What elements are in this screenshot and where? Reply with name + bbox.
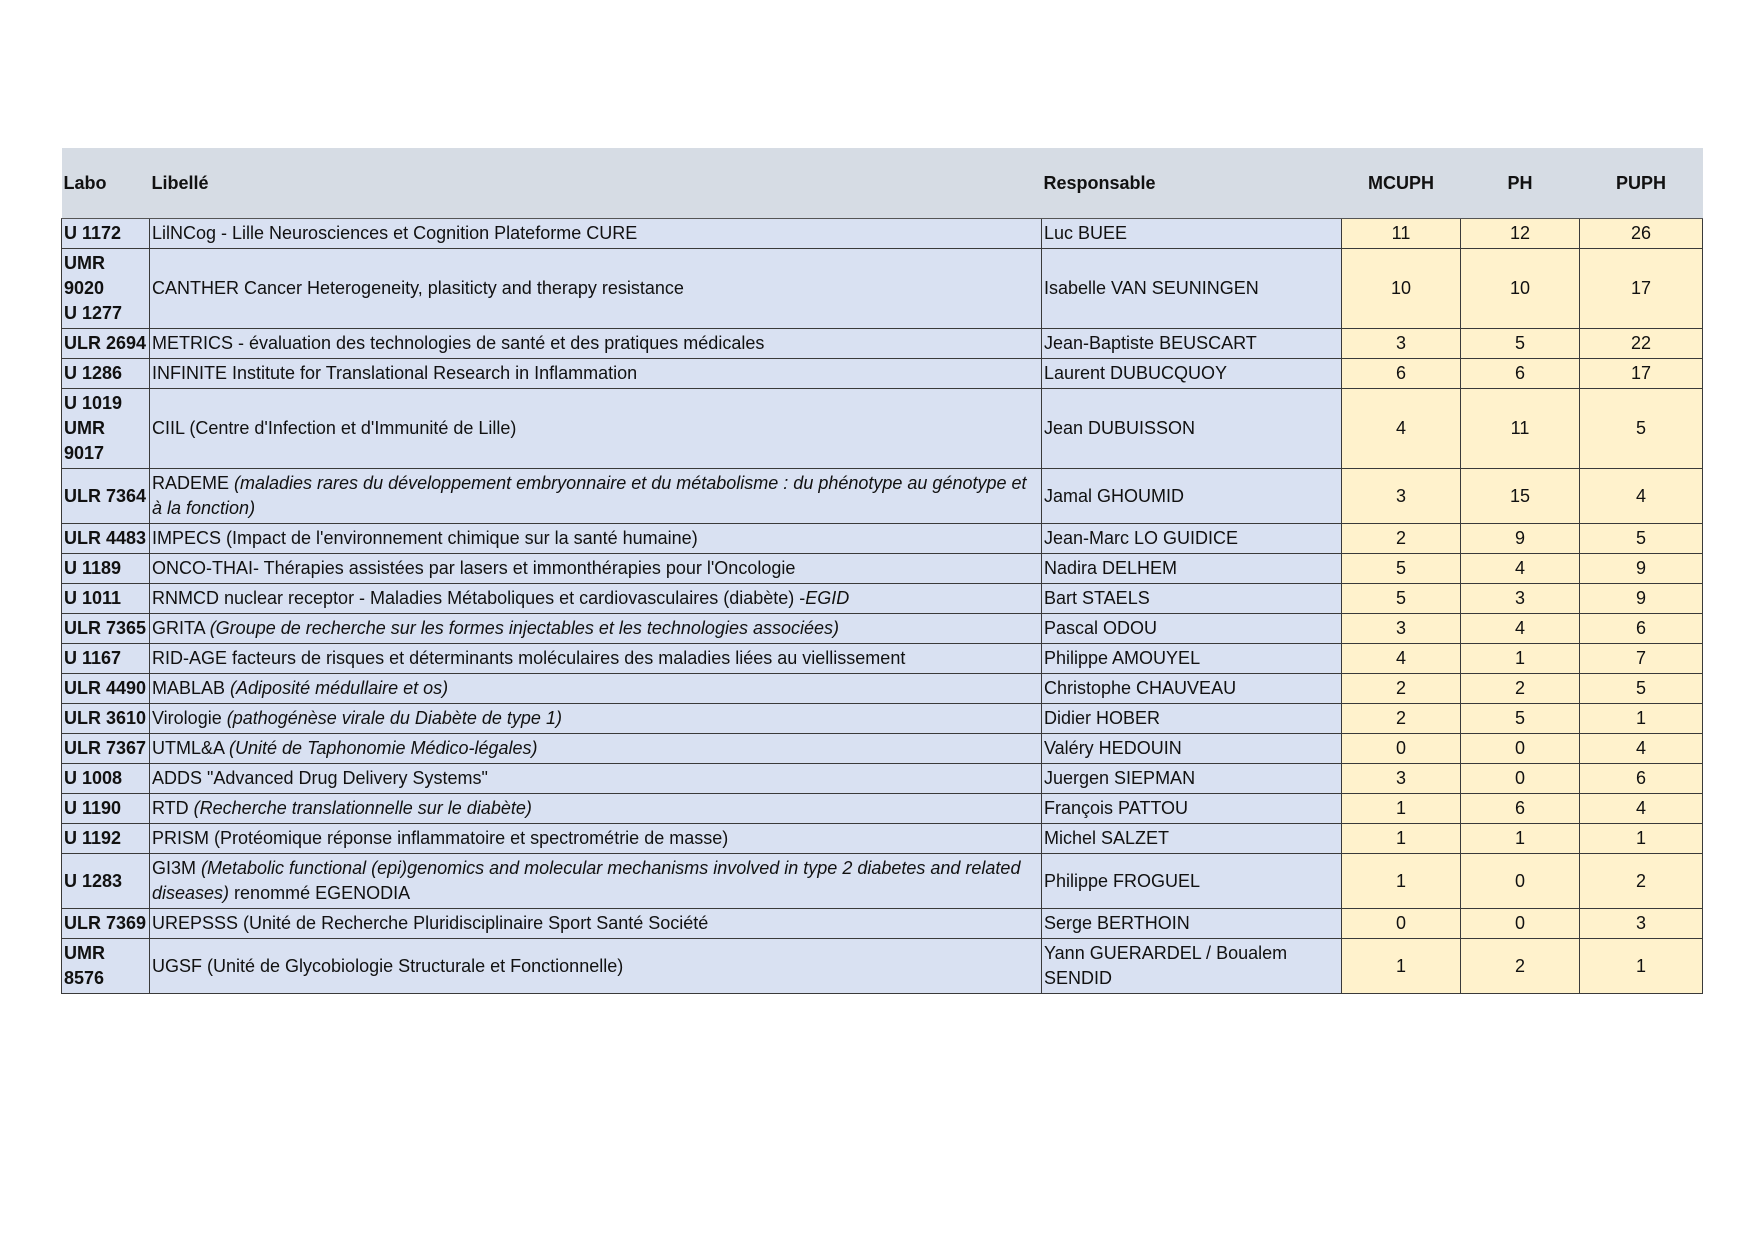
libelle-segment: RADEME <box>152 473 235 493</box>
labo-code-line: 9020 <box>64 278 105 298</box>
header-puph: PUPH <box>1580 148 1703 219</box>
cell-ph: 5 <box>1461 704 1580 734</box>
cell-ph: 0 <box>1461 909 1580 939</box>
cell-puph: 5 <box>1580 674 1703 704</box>
libelle-segment: RTD <box>152 798 194 818</box>
header-labo: Labo <box>62 148 150 219</box>
table-row <box>62 939 1703 994</box>
libelle-segment: CANTHER Cancer Heterogeneity, plasiticty and therapy resistance <box>152 278 684 298</box>
libelle-segment: RID-AGE facteurs de risques et déterminants moléculaires des maladies liées au viellissement <box>152 648 906 668</box>
table-row <box>62 854 1703 909</box>
cell-puph: 1 <box>1580 704 1703 734</box>
cell-puph: 5 <box>1580 389 1703 469</box>
libelle-segment: METRICS - évaluation des technologies de santé et des pratiques médicales <box>152 333 765 353</box>
table-row <box>62 824 1703 854</box>
labo-code-line: UMR <box>64 943 105 963</box>
table-row <box>62 764 1703 794</box>
cell-puph: 3 <box>1580 909 1703 939</box>
cell-ph: 4 <box>1461 614 1580 644</box>
cell-responsable: Jean DUBUISSON <box>1042 389 1342 469</box>
cell-libelle <box>150 389 1042 469</box>
cell-libelle <box>150 614 1042 644</box>
libelle-segment: (Groupe de recherche sur les formes injectables et les technologies associées) <box>209 618 840 638</box>
table-row <box>62 219 1703 249</box>
cell-libelle <box>150 824 1042 854</box>
libelle-segment: MABLAB <box>152 678 231 698</box>
cell-mcuph: 0 <box>1342 734 1461 764</box>
cell-labo <box>62 249 150 329</box>
cell-ph: 12 <box>1461 219 1580 249</box>
libelle-segment: EGID <box>805 588 850 608</box>
table-row <box>62 674 1703 704</box>
cell-ph: 2 <box>1461 939 1580 994</box>
table-row <box>62 389 1703 469</box>
libelle-segment: (pathogénèse virale du Diabète de type 1) <box>226 708 562 728</box>
cell-puph: 2 <box>1580 854 1703 909</box>
cell-ph: 6 <box>1461 794 1580 824</box>
cell-mcuph: 11 <box>1342 219 1461 249</box>
labo-code-line: U 1019 <box>64 393 123 413</box>
cell-mcuph: 0 <box>1342 909 1461 939</box>
cell-puph: 22 <box>1580 329 1703 359</box>
labo-code-line: UMR <box>64 418 105 438</box>
cell-puph: 26 <box>1580 219 1703 249</box>
header-row <box>62 148 1703 219</box>
cell-libelle <box>150 554 1042 584</box>
labo-code-line: 8576 <box>64 968 105 988</box>
cell-responsable: Christophe CHAUVEAU <box>1042 674 1342 704</box>
cell-responsable: Yann GUERARDEL / Boualem SENDID <box>1042 939 1342 994</box>
cell-ph: 2 <box>1461 674 1580 704</box>
labo-code-line: ULR 7364 <box>64 485 147 506</box>
cell-ph: 15 <box>1461 469 1580 524</box>
table-row <box>62 909 1703 939</box>
cell-libelle <box>150 794 1042 824</box>
cell-ph: 4 <box>1461 554 1580 584</box>
cell-puph: 9 <box>1580 554 1703 584</box>
libelle-segment: CIIL (Centre d'Infection et d'Immunité de Lille) <box>152 418 517 438</box>
table-row <box>62 359 1703 389</box>
header-mcuph: MCUPH <box>1342 148 1461 219</box>
cell-libelle <box>150 219 1042 249</box>
table-row <box>62 794 1703 824</box>
labo-code-line: U 1283 <box>64 870 123 891</box>
cell-libelle <box>150 644 1042 674</box>
cell-mcuph: 1 <box>1342 854 1461 909</box>
libelle-segment: GI3M <box>152 858 202 878</box>
cell-libelle <box>150 524 1042 554</box>
cell-puph: 5 <box>1580 524 1703 554</box>
cell-libelle <box>150 674 1042 704</box>
libelle-segment: ADDS "Advanced Drug Delivery Systems" <box>152 768 488 788</box>
cell-puph: 17 <box>1580 249 1703 329</box>
labo-code-line: ULR 7365 <box>64 618 147 638</box>
labo-code-line: ULR 7369 <box>64 913 147 933</box>
libelle-segment: LilNCog - Lille Neurosciences et Cognition Plateforme CURE <box>152 223 638 243</box>
labo-code-line: ULR 4483 <box>64 528 147 548</box>
libelle-segment: INFINITE Institute for Translational Research in Inflammation <box>152 363 638 383</box>
cell-mcuph: 2 <box>1342 674 1461 704</box>
cell-puph: 4 <box>1580 734 1703 764</box>
labo-code-line: ULR 3610 <box>64 708 147 728</box>
cell-mcuph: 4 <box>1342 389 1461 469</box>
labo-code-line: ULR 7367 <box>64 738 147 758</box>
cell-puph: 1 <box>1580 824 1703 854</box>
libelle-segment: Virologie <box>152 708 227 728</box>
cell-responsable: Bart STAELS <box>1042 584 1342 614</box>
labs-table <box>61 148 1703 994</box>
labo-code-line: ULR 4490 <box>64 678 147 698</box>
cell-labo <box>62 674 150 704</box>
cell-mcuph: 6 <box>1342 359 1461 389</box>
cell-libelle <box>150 329 1042 359</box>
cell-libelle <box>150 359 1042 389</box>
cell-mcuph: 10 <box>1342 249 1461 329</box>
libelle-segment: PRISM (Protéomique réponse inflammatoire et spectrométrie de masse) <box>152 828 729 848</box>
table-body <box>62 219 1703 994</box>
cell-puph: 7 <box>1580 644 1703 674</box>
cell-mcuph: 3 <box>1342 469 1461 524</box>
cell-labo <box>62 389 150 469</box>
cell-labo <box>62 824 150 854</box>
cell-labo <box>62 554 150 584</box>
table-row <box>62 329 1703 359</box>
cell-responsable: Jamal GHOUMID <box>1042 469 1342 524</box>
libelle-segment: ONCO-THAI- Thérapies assistées par lasers et immonthérapies pour l'Oncologie <box>152 558 796 578</box>
libelle-segment: RNMCD nuclear receptor - Maladies Métaboliques et cardiovasculaires (diabète) - <box>152 588 806 608</box>
labo-code-line: U 1008 <box>64 768 123 788</box>
libelle-segment: UGSF (Unité de Glycobiologie Structurale et Fonctionnelle) <box>152 955 624 976</box>
cell-mcuph: 2 <box>1342 704 1461 734</box>
cell-responsable: Didier HOBER <box>1042 704 1342 734</box>
cell-libelle <box>150 854 1042 909</box>
labo-code-line: U 1286 <box>64 363 123 383</box>
cell-labo <box>62 614 150 644</box>
cell-labo <box>62 359 150 389</box>
labo-code-line: 9017 <box>64 443 105 463</box>
cell-responsable: Philippe FROGUEL <box>1042 854 1342 909</box>
cell-labo <box>62 329 150 359</box>
table-row <box>62 554 1703 584</box>
cell-labo <box>62 854 150 909</box>
cell-responsable: Valéry HEDOUIN <box>1042 734 1342 764</box>
cell-libelle <box>150 249 1042 329</box>
spreadsheet-page <box>61 148 1702 994</box>
cell-mcuph: 1 <box>1342 824 1461 854</box>
cell-mcuph: 5 <box>1342 584 1461 614</box>
cell-puph: 6 <box>1580 614 1703 644</box>
libelle-segment: IMPECS (Impact de l'environnement chimique sur la santé humaine) <box>152 528 698 548</box>
table-row <box>62 584 1703 614</box>
libelle-segment: (Metabolic functional (epi)genomics and molecular mechanisms involved in type 2 diabetes and related diseases) <box>152 858 1021 903</box>
cell-responsable: Isabelle VAN SEUNINGEN <box>1042 249 1342 329</box>
cell-mcuph: 5 <box>1342 554 1461 584</box>
cell-ph: 1 <box>1461 644 1580 674</box>
cell-labo <box>62 764 150 794</box>
cell-responsable: Laurent DUBUCQUOY <box>1042 359 1342 389</box>
libelle-segment: (Recherche translationnelle sur le diabète) <box>193 798 532 818</box>
table-row <box>62 614 1703 644</box>
cell-responsable: Luc BUEE <box>1042 219 1342 249</box>
header-ph: PH <box>1461 148 1580 219</box>
cell-puph: 6 <box>1580 764 1703 794</box>
table-row <box>62 524 1703 554</box>
cell-mcuph: 3 <box>1342 614 1461 644</box>
cell-mcuph: 3 <box>1342 329 1461 359</box>
cell-puph: 1 <box>1580 939 1703 994</box>
cell-mcuph: 1 <box>1342 794 1461 824</box>
cell-responsable: François PATTOU <box>1042 794 1342 824</box>
cell-labo <box>62 939 150 994</box>
cell-puph: 9 <box>1580 584 1703 614</box>
cell-libelle <box>150 584 1042 614</box>
cell-labo <box>62 219 150 249</box>
cell-responsable: Jean-Baptiste BEUSCART <box>1042 329 1342 359</box>
cell-ph: 1 <box>1461 824 1580 854</box>
cell-mcuph: 1 <box>1342 939 1461 994</box>
labo-code-line: ULR 2694 <box>64 333 147 353</box>
cell-responsable: Michel SALZET <box>1042 824 1342 854</box>
cell-labo <box>62 704 150 734</box>
libelle-segment: (Unité de Taphonomie Médico-légales) <box>229 738 538 758</box>
libelle-segment: GRITA <box>152 618 210 638</box>
header-libelle: Libellé <box>150 148 1042 219</box>
table-row <box>62 704 1703 734</box>
cell-labo <box>62 524 150 554</box>
cell-mcuph: 3 <box>1342 764 1461 794</box>
table-row <box>62 249 1703 329</box>
cell-puph: 4 <box>1580 469 1703 524</box>
cell-libelle <box>150 764 1042 794</box>
cell-libelle <box>150 469 1042 524</box>
cell-ph: 0 <box>1461 764 1580 794</box>
cell-libelle <box>150 704 1042 734</box>
cell-responsable: Jean-Marc LO GUIDICE <box>1042 524 1342 554</box>
cell-puph: 17 <box>1580 359 1703 389</box>
libelle-segment: (maladies rares du développement embryonnaire et du métabolisme : du phénotype au génotype et à la fonction) <box>152 473 1027 518</box>
cell-labo <box>62 469 150 524</box>
cell-labo <box>62 909 150 939</box>
cell-ph: 6 <box>1461 359 1580 389</box>
table-row <box>62 644 1703 674</box>
labo-code-line: U 1011 <box>64 588 122 608</box>
libelle-segment: (Adiposité médullaire et os) <box>230 678 449 698</box>
cell-labo <box>62 584 150 614</box>
labo-code-line: U 1190 <box>64 798 122 818</box>
cell-responsable: Juergen SIEPMAN <box>1042 764 1342 794</box>
cell-ph: 9 <box>1461 524 1580 554</box>
cell-libelle <box>150 909 1042 939</box>
cell-responsable: Serge BERTHOIN <box>1042 909 1342 939</box>
cell-mcuph: 4 <box>1342 644 1461 674</box>
labo-code-line: U 1167 <box>64 648 122 668</box>
cell-mcuph: 2 <box>1342 524 1461 554</box>
cell-labo <box>62 794 150 824</box>
cell-labo <box>62 644 150 674</box>
header-responsable: Responsable <box>1042 148 1342 219</box>
labo-code-line: UMR <box>64 253 105 273</box>
libelle-segment: UTML&A <box>152 738 230 758</box>
labo-code-line: U 1277 <box>64 303 123 323</box>
libelle-segment: renommé EGENODIA <box>229 883 411 903</box>
table-row <box>62 734 1703 764</box>
libelle-segment: UREPSSS (Unité de Recherche Pluridisciplinaire Sport Santé Société <box>152 913 709 933</box>
labo-code-line: U 1172 <box>64 223 122 243</box>
cell-puph: 4 <box>1580 794 1703 824</box>
table-row <box>62 469 1703 524</box>
cell-libelle <box>150 939 1042 994</box>
cell-ph: 11 <box>1461 389 1580 469</box>
cell-libelle <box>150 734 1042 764</box>
cell-ph: 5 <box>1461 329 1580 359</box>
cell-responsable: Nadira DELHEM <box>1042 554 1342 584</box>
cell-responsable: Pascal ODOU <box>1042 614 1342 644</box>
cell-ph: 10 <box>1461 249 1580 329</box>
cell-ph: 3 <box>1461 584 1580 614</box>
labo-code-line: U 1189 <box>64 558 122 578</box>
cell-ph: 0 <box>1461 854 1580 909</box>
labo-code-line: U 1192 <box>64 828 122 848</box>
cell-labo <box>62 734 150 764</box>
cell-responsable: Philippe AMOUYEL <box>1042 644 1342 674</box>
cell-ph: 0 <box>1461 734 1580 764</box>
